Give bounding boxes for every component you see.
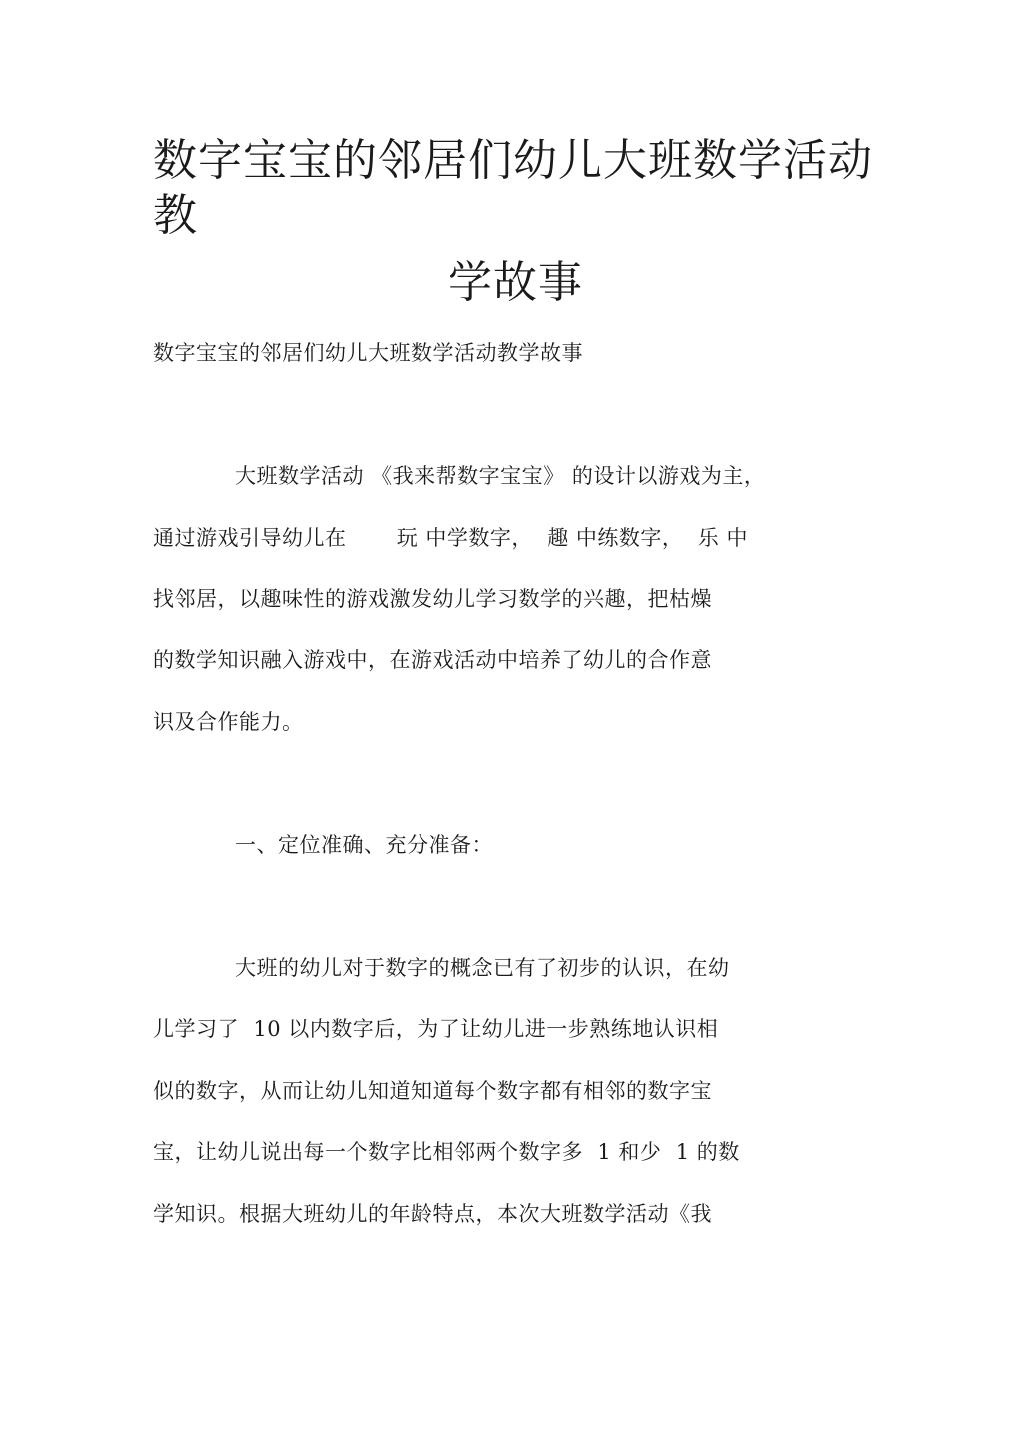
paragraph2-line-5: 学知识。根据大班幼儿的年龄特点，本次大班数学活动《我 xyxy=(153,1202,712,1226)
section1-heading: 一、定位准确、充分准备： xyxy=(235,833,493,857)
paragraph2-line-4: 宝，让幼儿说出每一个数字比相邻两个数字多 1 和少 1 的数 xyxy=(153,1140,740,1164)
document-title-line-3: 学故事 xyxy=(448,257,583,308)
paragraph2-line-1: 大班的幼儿对于数字的概念已有了初步的认识，在幼 xyxy=(235,956,730,980)
paragraph2-line-2: 儿学习了 10 以内数字后，为了让幼儿进一步熟练地认识相 xyxy=(153,1017,719,1041)
document-title-line-2: 教 xyxy=(153,190,198,241)
paragraph1-line-3: 找邻居，以趣味性的游戏激发幼儿学习数学的兴趣，把枯燥 xyxy=(153,587,712,611)
paragraph1-line-5: 识及合作能力。 xyxy=(153,710,304,734)
paragraph1-line-4: 的数学知识融入游戏中，在游戏活动中培养了幼儿的合作意 xyxy=(153,648,712,672)
paragraph1-line-1: 大班数学活动 《我来帮数字宝宝》 的设计以游戏为主， xyxy=(235,464,766,488)
document-subtitle: 数字宝宝的邻居们幼儿大班数学活动教学故事 xyxy=(153,341,583,365)
paragraph2-line-3: 似的数字，从而让幼儿知道知道每个数字都有相邻的数字宝 xyxy=(153,1079,712,1103)
paragraph1-line-2: 通过游戏引导幼儿在 玩 中学数字， 趣 中练数字， 乐 中 xyxy=(153,526,748,550)
document-title-line-1: 数字宝宝的邻居们幼儿大班数学活动 xyxy=(153,135,873,186)
